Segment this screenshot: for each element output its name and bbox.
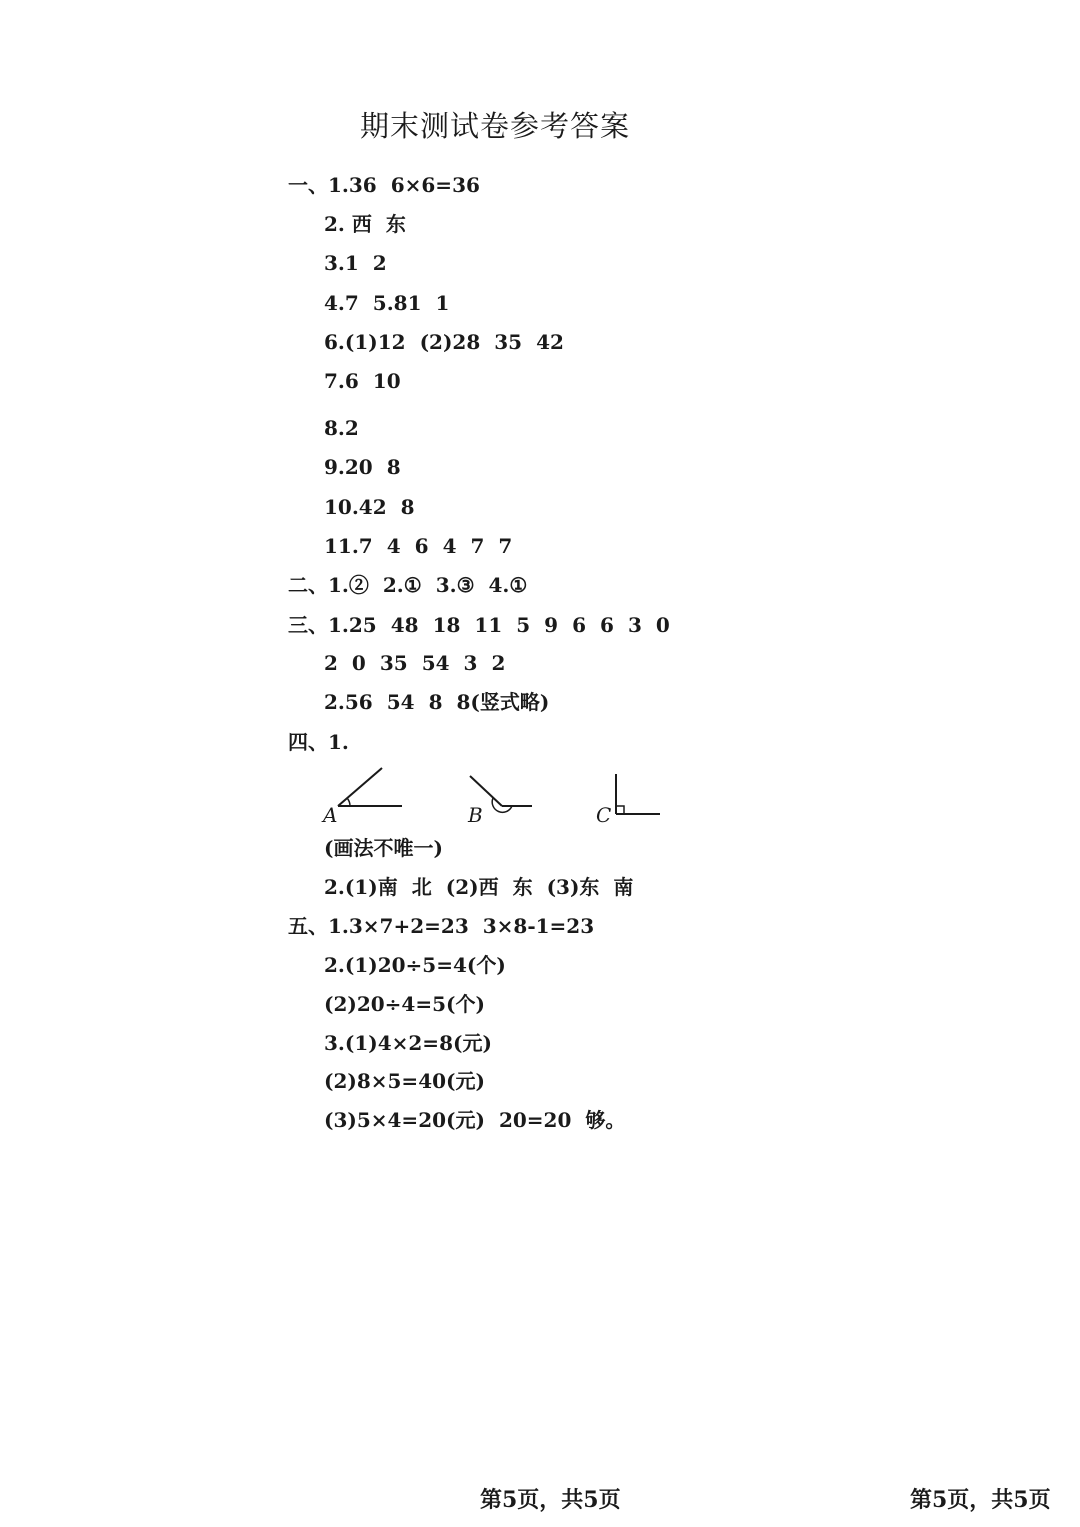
- angle-drawings: [320, 764, 680, 830]
- answer-segment: 2: [491, 651, 506, 675]
- answer-line-1-2: [324, 211, 406, 237]
- answer-segment: (2)28: [419, 330, 481, 354]
- answer-segment: 6×6=36: [390, 173, 480, 197]
- answer-segment: 够。: [585, 1108, 626, 1132]
- answer-segment: 3.(1)4×2=8(元): [324, 1031, 492, 1055]
- answer-segment: 3: [463, 651, 478, 675]
- answer-segment: 9.20: [324, 455, 373, 479]
- page-title: 期末测试卷参考答案: [360, 109, 631, 143]
- angle-label-a: A: [323, 803, 338, 827]
- answer-segment: 2.①: [382, 573, 422, 597]
- answer-segment: 4.①: [488, 573, 528, 597]
- answer-segment: 54: [386, 690, 415, 714]
- angle-label-c: C: [596, 803, 612, 827]
- answer-segment: 8.2: [324, 416, 359, 440]
- answer-segment: (3)5×4=20(元): [324, 1108, 485, 1132]
- answer-line-1-10: [324, 494, 415, 520]
- answer-segment: 6.(1)12: [324, 330, 406, 354]
- answer-segment: (画法不唯一): [324, 836, 443, 860]
- answer-segment: 4: [386, 534, 401, 558]
- footer-page-left: 第5页，共5页: [480, 1487, 621, 1513]
- answer-line-4-2: [324, 874, 633, 900]
- answer-segment: (2)20÷4=5(个): [324, 992, 485, 1016]
- answer-segment: 11.7: [324, 534, 373, 558]
- answer-segment: 10: [372, 369, 401, 393]
- answer-segment: 3×8-1=23: [482, 914, 595, 938]
- answer-segment: 4: [442, 534, 457, 558]
- answer-segment: 10.42: [324, 495, 387, 519]
- answer-segment: 3.③: [435, 573, 475, 597]
- answer-line-1-6: [324, 329, 564, 355]
- angle-a: [321, 768, 402, 827]
- answer-segment: 北: [411, 875, 432, 899]
- answer-segment: 6: [600, 613, 614, 637]
- answer-segment: 四、1.: [288, 730, 349, 754]
- answer-segment: (2)8×5=40(元): [324, 1069, 485, 1093]
- answer-segment: 6: [414, 534, 429, 558]
- answer-segment: 18: [432, 613, 461, 637]
- answer-segment: 8(竖式略): [456, 690, 550, 714]
- answer-segment: 48: [390, 613, 419, 637]
- answer-line-1-1: [288, 172, 480, 198]
- angle-b: [467, 776, 532, 827]
- answer-line-2-1: [288, 572, 527, 598]
- answer-segment: 0: [655, 613, 670, 637]
- answer-line-1-3: [324, 250, 387, 276]
- answer-segment: 1: [435, 291, 450, 315]
- answer-segment: 7: [498, 534, 513, 558]
- answer-line-1-9: [324, 454, 401, 480]
- answer-segment: 二、1.②: [288, 573, 369, 597]
- answer-line-5-1: [288, 913, 594, 939]
- answer-segment: 南: [613, 875, 634, 899]
- answer-line-1-4: [324, 290, 449, 316]
- answer-segment: 一、1.36: [288, 173, 377, 197]
- answer-segment: 三、1.25: [288, 613, 377, 637]
- answer-segment: 5: [516, 613, 531, 637]
- answer-segment: 东: [512, 875, 533, 899]
- answer-segment: 2: [324, 651, 338, 675]
- answer-line-5-3b: [324, 1068, 485, 1094]
- answer-segment: 3.1: [324, 251, 359, 275]
- answer-segment: 2.56: [324, 690, 373, 714]
- answer-segment: 2.(1)南: [324, 875, 398, 899]
- answer-segment: 5.81: [372, 291, 422, 315]
- answer-line-3-2: [324, 689, 549, 715]
- answer-segment: 7: [470, 534, 485, 558]
- answer-segment: 东: [385, 212, 406, 236]
- answer-segment: 8: [386, 455, 401, 479]
- answer-line-1-7: [324, 368, 401, 394]
- answer-line-4-1: [288, 729, 349, 755]
- answer-line-5-3c: [324, 1107, 625, 1133]
- answer-segment: 9: [544, 613, 559, 637]
- answer-segment: 2.(1)20÷5=4(个): [324, 953, 506, 977]
- angle-c: [596, 774, 660, 827]
- answer-segment: 2: [372, 251, 387, 275]
- answer-segment: 54: [421, 651, 450, 675]
- answer-line-1-8: [324, 415, 359, 441]
- answer-line-3-1: [288, 612, 670, 638]
- footer-page-right: 第5页，共5页: [910, 1487, 1051, 1513]
- answer-line-3-1b: [324, 650, 505, 676]
- answer-line-5-2b: [324, 991, 485, 1017]
- answer-segment: 20=20: [498, 1108, 572, 1132]
- answer-line-1-11: [324, 533, 512, 559]
- answer-segment: 8: [400, 495, 415, 519]
- answer-segment: 五、1.3×7+2=23: [288, 914, 469, 938]
- answer-line-5-2: [324, 952, 506, 978]
- answer-segment: 35: [379, 651, 408, 675]
- answer-segment: 3: [627, 613, 642, 637]
- answer-segment: 2. 西: [324, 212, 372, 236]
- answer-segment: 42: [536, 330, 564, 354]
- answer-segment: 8: [428, 690, 443, 714]
- answer-segment: 0: [351, 651, 366, 675]
- answer-line-4-note: [324, 835, 443, 861]
- answer-segment: (3)东: [546, 875, 600, 899]
- answer-segment: 6: [572, 613, 587, 637]
- answer-segment: (2)西: [445, 875, 499, 899]
- answer-segment: 7.6: [324, 369, 359, 393]
- angle-label-b: B: [468, 803, 483, 827]
- answer-segment: 4.7: [324, 291, 359, 315]
- answer-line-5-3: [324, 1030, 492, 1056]
- answer-segment: 35: [494, 330, 523, 354]
- answer-segment: 11: [474, 613, 503, 637]
